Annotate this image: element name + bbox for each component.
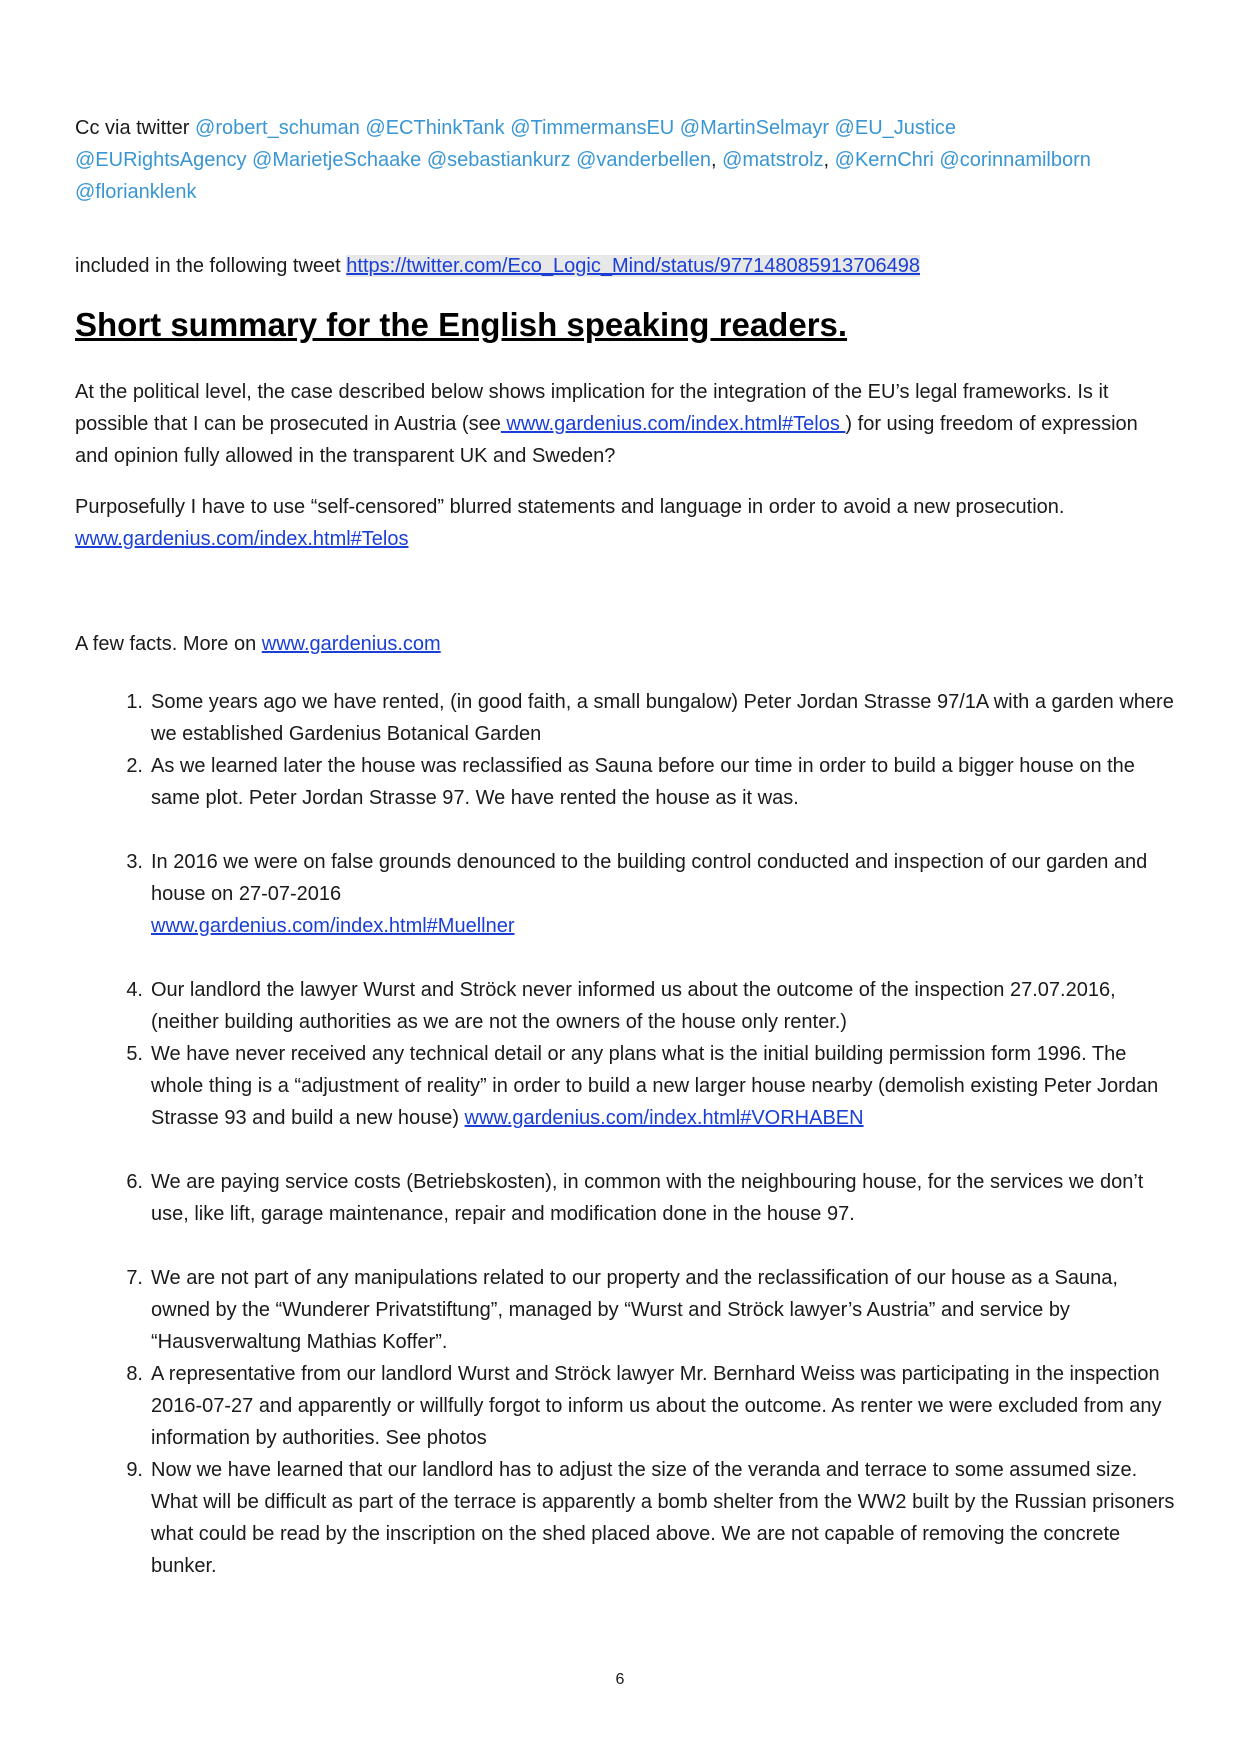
separator: , <box>710 149 723 171</box>
twitter-handles-line1[interactable]: @robert_schuman @ECThinkTank @TimmermansEU @MartinSelmayr @EU_Justice <box>195 117 957 139</box>
summary-heading: Short summary for the English speaking readers. <box>75 306 848 343</box>
cc-prefix: Cc via twitter <box>75 117 196 139</box>
page-number: 6 <box>615 1671 625 1688</box>
summary-paragraph-2 <box>75 491 1165 555</box>
list-item <box>75 1358 1175 1454</box>
twitter-handle-matstrolz[interactable]: @matstrolz <box>722 149 824 171</box>
summary-p1-text-a: At the political level, the case described below shows implication for the integration of the EU’s legal frameworks. Is it possible that I can be prosecuted in Austria (see <box>75 381 1109 435</box>
vorhaben-link[interactable]: www.gardenius.com/index.html#VORHABEN <box>464 1107 864 1129</box>
list-item <box>75 1166 1175 1230</box>
twitter-handles-line2a[interactable]: @EURightsAgency @MarietjeSchaake @sebastiankurz @vanderbellen <box>75 149 711 171</box>
item-number: 4. <box>126 979 143 1001</box>
item-text: We have never received any technical detail or any plans what is the initial building permission form 1996. The whole thing is a “adjustment of reality” in order to build a new larger house nearby (demolish existing Peter Jordan Strasse 93 and build a new house) <box>151 1043 1159 1129</box>
item-number: 6. <box>126 1171 143 1193</box>
item-number: 1. <box>126 691 143 713</box>
item-number: 9. <box>126 1459 143 1481</box>
telos-link-2[interactable]: www.gardenius.com/index.html#Telos <box>75 528 409 550</box>
list-item <box>75 974 1175 1038</box>
telos-link[interactable]: www.gardenius.com/index.html#Telos <box>500 413 846 435</box>
list-item <box>75 750 1175 814</box>
tweet-link[interactable]: https://twitter.com/Eco_Logic_Mind/status/977148085913706498 <box>346 255 921 277</box>
list-item <box>75 1038 1175 1134</box>
item-text: Now we have learned that our landlord has to adjust the size of the veranda and terrace to some assumed size. What will be difficult as part of the terrace is apparently a bomb shelter from the WW2 built by the Russian prisoners what could be read by the inscription on the shed placed above. We are not capable of removing the concrete bunker. <box>151 1459 1175 1577</box>
item-text: Our landlord the lawyer Wurst and Ströck never informed us about the outcome of the inspection 27.07.2016, (neither building authorities as we are not the owners of the house only renter.) <box>151 979 1116 1033</box>
item-number: 5. <box>126 1043 143 1065</box>
list-item <box>75 686 1175 750</box>
twitter-handles-line2b[interactable]: @KernChri @corinnamilborn <box>834 149 1091 171</box>
item-text: A representative from our landlord Wurst and Ströck lawyer Mr. Bernhard Weiss was participating in the inspection 2016-07-27 and apparently or willfully forgot to inform us about the outcome. As renter we were excluded from any information by authorities. See photos <box>151 1363 1162 1449</box>
item-text: We are paying service costs (Betriebskosten), in common with the neighbouring house, for the services we don’t use, like lift, garage maintenance, repair and modification done in the house 97. <box>151 1171 1144 1225</box>
summary-paragraph-1 <box>75 376 1165 472</box>
item-number: 8. <box>126 1363 143 1385</box>
tweet-text: included in the following tweet <box>75 255 347 277</box>
list-item <box>75 1454 1175 1582</box>
facts-list <box>75 686 1175 1582</box>
tweet-paragraph <box>75 250 1165 282</box>
summary-p1-text-b: ) for using freedom of expression and opinion fully allowed in the transparent UK and Sweden? <box>75 413 1138 467</box>
facts-intro-text: A few facts. More on <box>75 633 262 655</box>
item-number: 7. <box>126 1267 143 1289</box>
item-text: In 2016 we were on false grounds denounced to the building control conducted and inspection of our garden and house on 27-07-2016 <box>151 851 1148 905</box>
summary-p2-text: Purposefully I have to use “self-censored” blurred statements and language in order to avoid a new prosecution. <box>75 496 1065 518</box>
facts-intro <box>75 628 1165 660</box>
separator: , <box>823 149 835 171</box>
list-item <box>75 846 1175 942</box>
item-number: 2. <box>126 755 143 777</box>
item-number: 3. <box>126 851 143 873</box>
cc-paragraph <box>75 112 1165 208</box>
twitter-handles-line3[interactable]: @florianklenk <box>75 181 197 203</box>
item-text: As we learned later the house was reclassified as Sauna before our time in order to build a bigger house on the same plot. Peter Jordan Strasse 97. We have rented the house as it was. <box>151 755 1135 809</box>
muellner-link[interactable]: www.gardenius.com/index.html#Muellner <box>151 915 515 937</box>
item-text: Some years ago we have rented, (in good faith, a small bungalow) Peter Jordan Strasse 97/1A with a garden where we established Gardenius Botanical Garden <box>151 691 1174 745</box>
gardenius-link[interactable]: www.gardenius.com <box>261 633 441 655</box>
list-item <box>75 1262 1175 1358</box>
item-text: We are not part of any manipulations related to our property and the reclassification of our house as a Sauna, owned by the “Wunderer Privatstiftung”, managed by “Wurst and Ströck lawyer’s Austria” and service by “Hausverwaltung Mathias Koffer”. <box>151 1267 1118 1353</box>
